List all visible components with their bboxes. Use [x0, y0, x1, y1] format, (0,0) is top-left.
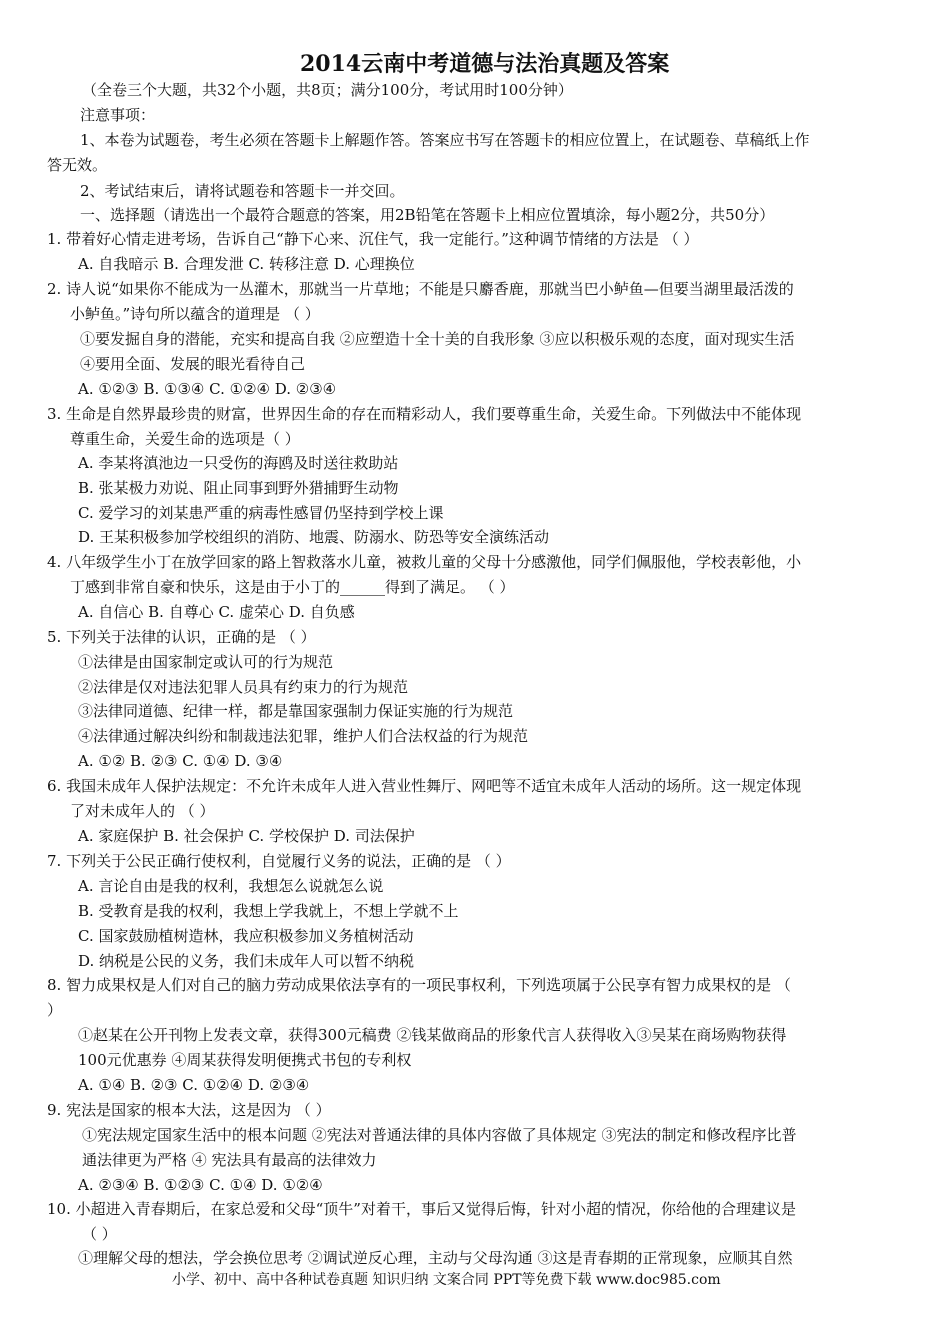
question-8-statements: ①赵某在公开刊物上发表文章，获得300元稿费 ②钱某做商品的形象代言人获得收入③吴某在商场购物获得 [78, 1026, 787, 1044]
question-5-statement-3: ③法律同道德、纪律一样，都是靠国家强制力保证实施的行为规范 [78, 702, 514, 720]
page-footer: 小学、初中、高中各种试卷真题 知识归纳 文案合同 PPT等免费下载 www.doc985.com [172, 1272, 721, 1288]
question-5-statement-4: ④法律通过解决纠纷和制裁违法犯罪，维护人们合法权益的行为规范 [78, 727, 529, 745]
question-7-option-b: B. 受教育是我的权利，我想上学我就上，不想上学就不上 [78, 902, 459, 920]
question-5-statement-1: ①法律是由国家制定或认可的行为规范 [78, 653, 334, 671]
question-2-cont: 小鲈鱼。”诗句所以蕴含的道理是 （ ） [70, 305, 320, 323]
page-title: 2014云南中考道德与法治真题及答案 [300, 51, 670, 77]
question-5-options: A. ①② B. ②③ C. ①④ D. ③④ [78, 752, 283, 770]
question-5-statement-2: ②法律是仅对违法犯罪人员具有约束力的行为规范 [78, 678, 409, 696]
question-10-statements: ①理解父母的想法，学会换位思考 ②调试逆反心理，主动与父母沟通 ③这是青春期的正常现象，应顺其自然 [78, 1249, 793, 1267]
question-4-options: A. 自信心 B. 自尊心 C. 虚荣心 D. 自负感 [78, 603, 355, 621]
question-3-option-c: C. 爱学习的刘某患严重的病毒性感冒仍坚持到学校上课 [78, 504, 444, 522]
question-3-option-a: A. 李某将滇池边一只受伤的海鸥及时送往救助站 [78, 454, 399, 472]
notice-item-2: 2、考试结束后，请将试题卷和答题卡一并交回。 [80, 182, 405, 200]
question-6-cont: 了对未成年人的 （ ） [70, 802, 215, 820]
question-1-options: A. 自我暗示 B. 合理发泄 C. 转移注意 D. 心理换位 [78, 255, 415, 273]
question-10: 10. 小超进入青春期后，在家总爱和父母“顶牛”对着干，事后又觉得后悔，针对小超的情况，你给他的合理建议是 [47, 1200, 796, 1218]
question-8: 8. 智力成果权是人们对自己的脑力劳动成果依法享有的一项民事权利，下列选项属于公民享有智力成果权的是 （ [47, 976, 791, 994]
question-9: 9. 宪法是国家的根本大法，这是因为 （ ） [47, 1101, 331, 1119]
question-3-cont: 尊重生命，关爱生命的选项是（ ） [70, 430, 300, 448]
question-2-options: A. ①②③ B. ①③④ C. ①②④ D. ②③④ [78, 380, 337, 398]
notice-item-1-cont: 答无效。 [47, 156, 108, 174]
question-9-options: A. ②③④ B. ①②③ C. ①④ D. ①②④ [78, 1176, 323, 1194]
question-3: 3. 生命是自然界最珍贵的财富，世界因生命的存在而精彩动人，我们要尊重生命，关爱生命。下列做法中不能体现 [47, 405, 802, 423]
question-5: 5. 下列关于法律的认识，正确的是 （ ） [47, 628, 316, 646]
question-7-option-d: D. 纳税是公民的义务，我们未成年人可以暂不纳税 [78, 952, 415, 970]
question-9-statements-cont: 通法律更为严格 ④ 宪法具有最高的法律效力 [82, 1151, 377, 1169]
section-heading: 一、选择题（请选出一个最符合题意的答案，用2B铅笔在答题卡上相应位置填涂，每小题2分，共50分） [80, 206, 775, 224]
question-2: 2. 诗人说“如果你不能成为一丛灌木，那就当一片草地；不能是只麝香鹿，那就当巴小鲈鱼—但要当湖里最活泼的 [47, 280, 794, 298]
question-9-statements: ①宪法规定国家生活中的根本问题 ②宪法对普通法律的具体内容做了具体规定 ③宪法的制定和修改程序比普 [82, 1126, 797, 1144]
question-6: 6. 我国未成年人保护法规定：不允许未成年人进入营业性舞厅、网吧等不适宜未成年人活动的场所。这一规定体现 [47, 777, 802, 795]
question-4: 4. 八年级学生小丁在放学回家的路上智救落水儿童，被救儿童的父母十分感激他，同学们佩服他，学校表彰他，小 [47, 553, 802, 571]
question-1: 1. 带着好心情走进考场，告诉自己“静下心来、沉住气，我一定能行。”这种调节情绪的方法是 （ ） [47, 230, 699, 248]
question-6-options: A. 家庭保护 B. 社会保护 C. 学校保护 D. 司法保护 [78, 827, 415, 845]
page-subtitle: （全卷三个大题，共32个小题，共8页；满分100分，考试用时100分钟） [82, 81, 573, 99]
question-3-option-b: B. 张某极力劝说、阻止同事到野外猎捕野生动物 [78, 479, 399, 497]
question-7-option-a: A. 言论自由是我的权利，我想怎么说就怎么说 [78, 877, 384, 895]
question-7: 7. 下列关于公民正确行使权利，自觉履行义务的说法，正确的是 （ ） [47, 852, 511, 870]
question-8-statements-cont: 100元优惠券 ④周某获得发明便携式书包的专利权 [78, 1051, 412, 1069]
notice-heading: 注意事项： [80, 106, 156, 124]
question-3-option-d: D. 王某积极参加学校组织的消防、地震、防溺水、防恐等安全演练活动 [78, 528, 550, 546]
question-2-statements-cont: ④要用全面、发展的眼光看待自己 [80, 355, 306, 373]
question-4-cont: 丁感到非常自豪和快乐，这是由于小丁的______得到了满足。 （ ） [70, 578, 515, 596]
question-2-statements: ①要发掘自身的潜能，充实和提高自我 ②应塑造十全十美的自我形象 ③应以积极乐观的态度，面对现实生活 [80, 330, 795, 348]
question-8-cont: ） [47, 1001, 63, 1019]
question-7-option-c: C. 国家鼓励植树造林，我应积极参加义务植树活动 [78, 927, 414, 945]
notice-item-1: 1、本卷为试题卷，考生必须在答题卡上解题作答。答案应书写在答题卡的相应位置上，在试题卷、草稿纸上作 [80, 131, 810, 149]
question-8-options: A. ①④ B. ②③ C. ①②④ D. ②③④ [78, 1076, 310, 1094]
question-10-cont: （ ） [82, 1225, 117, 1243]
